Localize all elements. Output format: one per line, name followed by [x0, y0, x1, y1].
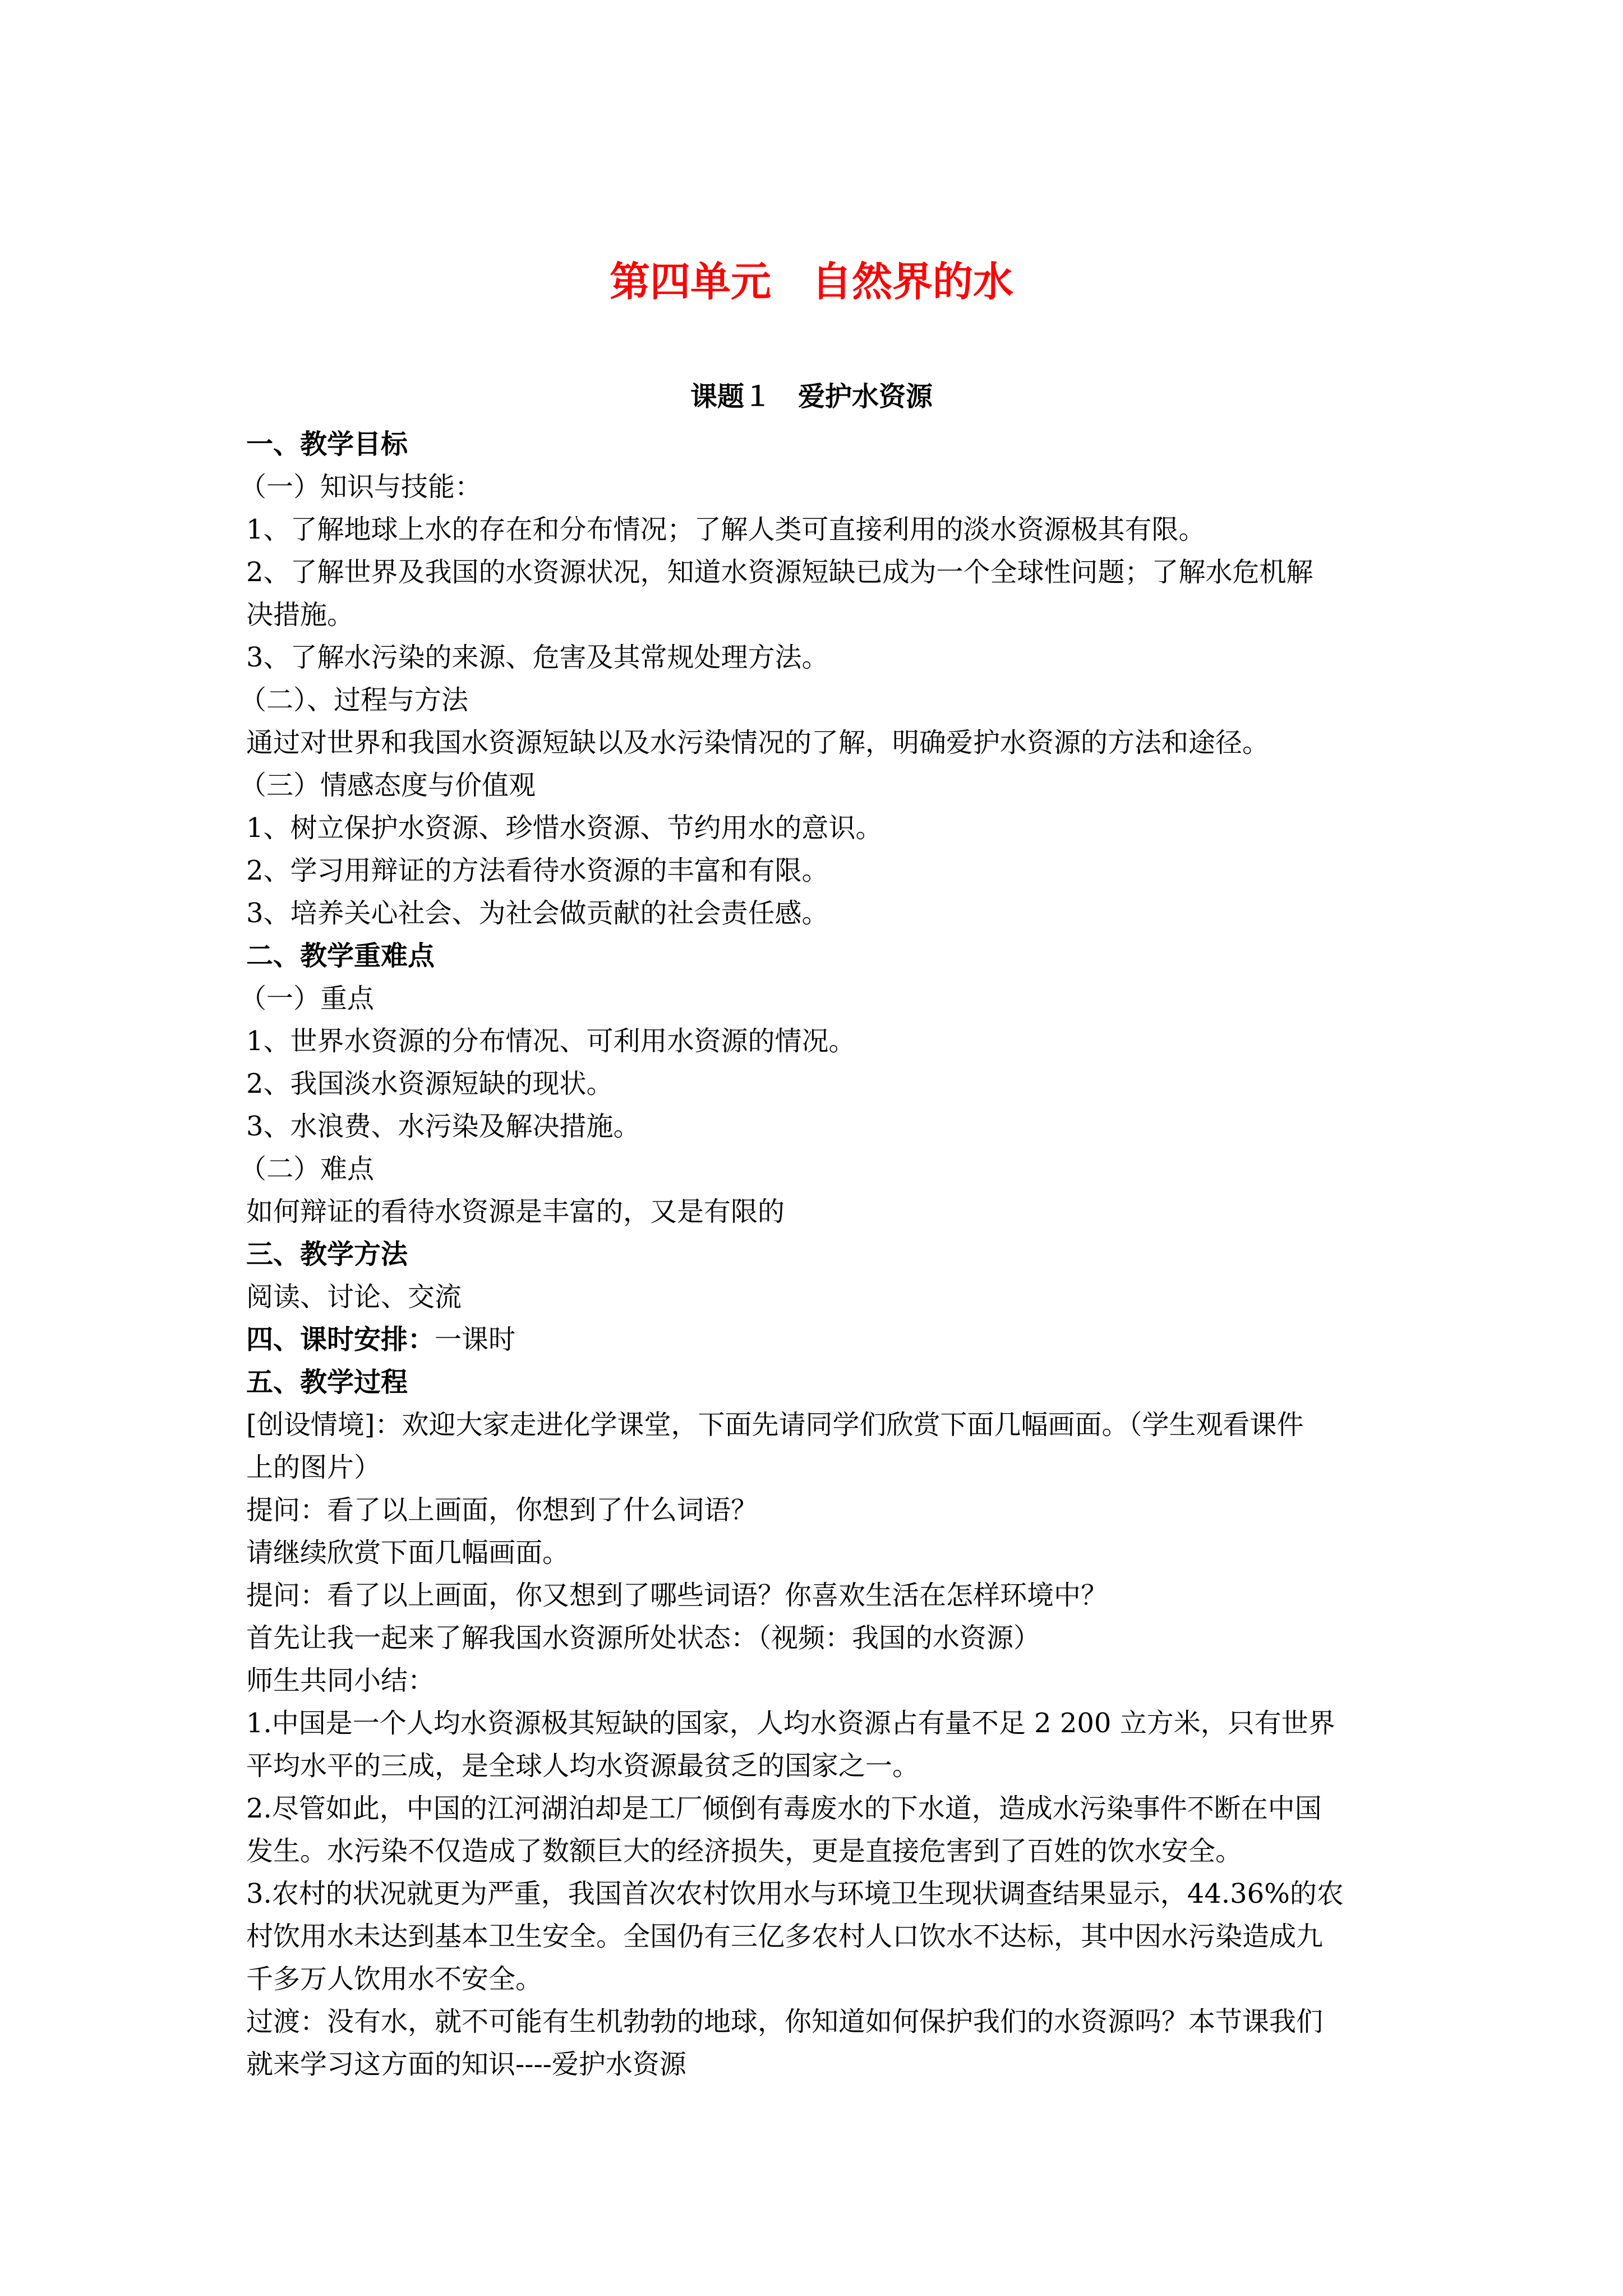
- paragraph-line: 1、了解地球上水的存在和分布情况；了解人类可直接利用的淡水资源极其有限。: [246, 514, 1206, 545]
- section-heading: 一、教学目标: [246, 429, 408, 460]
- paragraph-line: 1、世界水资源的分布情况、可利用水资源的情况。: [246, 1025, 856, 1057]
- lesson-title: 课题１ 爱护水资源: [690, 381, 933, 412]
- section-heading-value: 一课时: [435, 1324, 516, 1355]
- subsection-heading: （一）知识与技能：: [239, 471, 482, 503]
- section-heading-label: 四、课时安排：: [246, 1324, 435, 1355]
- section-heading: 三、教学方法: [246, 1239, 408, 1270]
- paragraph-line: 上的图片）: [246, 1452, 381, 1483]
- section-heading: 二、教学重难点: [246, 940, 435, 972]
- paragraph-line: 村饮用水未达到基本卫生安全。全国仍有三亿多农村人口饮水不达标，其中因水污染造成九: [246, 1921, 1324, 1952]
- paragraph-line: 过渡：没有水，就不可能有生机勃勃的地球，你知道如何保护我们的水资源吗？本节课我们: [246, 2006, 1324, 2037]
- paragraph-line: 提问：看了以上画面，你想到了什么词语？: [246, 1494, 758, 1526]
- paragraph-line: 决措施。: [246, 599, 354, 631]
- paragraph-line: 千多万人饮用水不安全。: [246, 1963, 543, 1995]
- subsection-heading: （二）、过程与方法: [239, 684, 469, 716]
- paragraph-line: [创设情境]：欢迎大家走进化学课堂，下面先请同学们欣赏下面几幅画面。（学生观看课件: [246, 1409, 1304, 1441]
- paragraph-line: 如何辩证的看待水资源是丰富的，又是有限的: [246, 1196, 785, 1227]
- document-body: [239, 423, 1396, 2086]
- paragraph-line: [246, 1318, 1396, 1361]
- paragraph-line: 师生共同小结：: [246, 1665, 435, 1696]
- paragraph-line: 3、培养关心社会、为社会做贡献的社会责任感。: [246, 898, 829, 929]
- unit-title: 第四单元 自然界的水: [609, 258, 1013, 305]
- paragraph-line: 就来学习这方面的知识----爱护水资源: [246, 2049, 686, 2080]
- paragraph-line: 3、水浪费、水污染及解决措施。: [246, 1111, 640, 1142]
- paragraph-line: 2.尽管如此，中国的江河湖泊却是工厂倾倒有毒废水的下水道，造成水污染事件不断在中国: [246, 1793, 1322, 1824]
- paragraph-line: 2、学习用辩证的方法看待水资源的丰富和有限。: [246, 855, 829, 886]
- paragraph-line: 阅读、讨论、交流: [246, 1281, 462, 1313]
- paragraph-line: 3.农村的状况就更为严重，我国首次农村饮用水与环境卫生现状调查结果显示，44.36%的农: [246, 1878, 1344, 1910]
- paragraph-line: 2、了解世界及我国的水资源状况，知道水资源短缺已成为一个全球性问题；了解水危机解: [246, 556, 1313, 588]
- paragraph-line: 3、了解水污染的来源、危害及其常规处理方法。: [246, 642, 829, 673]
- paragraph-line: 通过对世界和我国水资源短缺以及水污染情况的了解，明确爱护水资源的方法和途径。: [246, 727, 1270, 758]
- paragraph-line: 平均水平的三成，是全球人均水资源最贫乏的国家之一。: [246, 1750, 920, 1782]
- paragraph-line: 提问：看了以上画面，你又想到了哪些词语？你喜欢生活在怎样环境中？: [246, 1580, 1108, 1611]
- paragraph-line: 请继续欣赏下面几幅画面。: [246, 1537, 570, 1568]
- subsection-heading: （一）重点: [239, 983, 375, 1014]
- paragraph-line: 首先让我一起来了解我国水资源所处状态：（视频：我国的水资源）: [246, 1622, 1041, 1654]
- subsection-heading: （二）难点: [239, 1153, 375, 1185]
- paragraph-line: 1、树立保护水资源、珍惜水资源、节约用水的意识。: [246, 812, 883, 844]
- subsection-heading: （三）情感态度与价值观: [239, 770, 536, 801]
- paragraph-line: 1.中国是一个人均水资源极其短缺的国家，人均水资源占有量不足 2 200 立方米，只有世界: [246, 1708, 1335, 1739]
- paragraph-line: 2、我国淡水资源短缺的现状。: [246, 1068, 614, 1099]
- section-heading: 五、教学过程: [246, 1366, 408, 1398]
- paragraph-line: 发生。水污染不仅造成了数额巨大的经济损失，更是直接危害到了百姓的饮水安全。: [246, 1835, 1243, 1867]
